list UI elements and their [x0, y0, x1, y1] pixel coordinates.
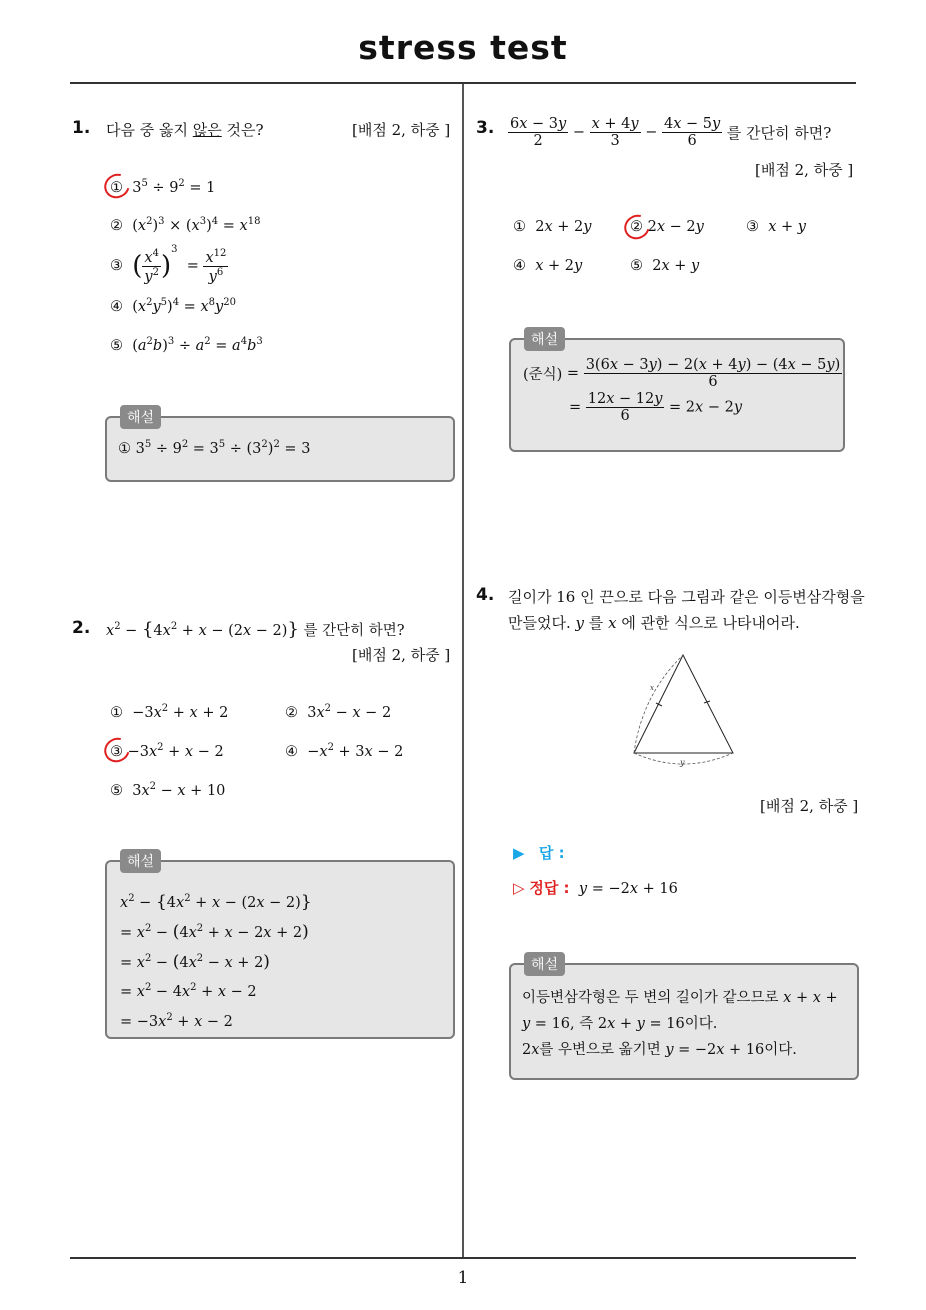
q1-score: [배점 2, 하중 ]: [352, 121, 451, 139]
q1-option-1[interactable]: ① $3^5 \div 9^2 = 1$: [110, 178, 215, 196]
q3-option-5[interactable]: ⑤ 2x + y: [630, 258, 700, 274]
q2-solution-tag: 해설: [120, 849, 161, 873]
q2-option-4[interactable]: ④ $-x^2 + 3x - 2$: [285, 742, 404, 760]
q2-solution-text: $x^2 - \{4x^2 + x - (2x - 2)\}$ = $x^2 - (4x^2 + x - 2x + 2)$ = $x^2 - (4x^2 - x + 2)$ = $x^2 - 4x^2 + x - 2$ = $-3x^2 + x - 2$: [120, 891, 312, 1031]
q2-text: $x^2 - \{4x^2 + x - (2x - 2)\}$ 를 간단히 하면?: [106, 619, 405, 640]
page-number: 1: [457, 1268, 469, 1288]
q1-number: 1.: [72, 118, 91, 138]
answer-circle-mark: [100, 169, 135, 203]
q3-score: [배점 2, 하중 ]: [755, 161, 854, 179]
q4-score: [배점 2, 하중 ]: [760, 797, 859, 815]
q4-answer-row: ▶ 답 :: [513, 844, 565, 862]
q2-number: 2.: [72, 618, 91, 638]
column-divider: [462, 84, 464, 1258]
q1-option-2[interactable]: ② $(x^2)^3 \times (x^3)^4 = x^{18}$: [110, 216, 261, 234]
isosceles-triangle-figure: [620, 645, 750, 770]
q1-text: 다음 중 옳지 않은 것은?: [106, 121, 264, 139]
label-y: y: [680, 758, 685, 767]
footer-rule: [70, 1257, 856, 1259]
q2-option-2[interactable]: ② $3x^2 - x - 2$: [285, 703, 392, 721]
q4-solution-text: 이등변삼각형은 두 변의 길이가 같으므로 x + x + y = 16, 즉 2x + y = 16이다. 2x를 우변으로 옮기면 y = −2x + 16이다.: [522, 990, 838, 1058]
q3-option-2[interactable]: ② 2x − 2y: [630, 219, 704, 235]
answer-circle-mark: [620, 210, 655, 244]
q4-correct-row: ▷ 정답 : y = −2x + 16: [513, 879, 678, 897]
answer-arrow-icon: ▶: [513, 844, 525, 862]
q3-solution-line-1: (준식) = $\frac{3(6x - 3y) - 2(x + 4y) - (4x - 5y)}{6}$: [523, 357, 841, 390]
q1-solution-tag: 해설: [120, 405, 161, 429]
q2-option-5[interactable]: ⑤ $3x^2 - x + 10$: [110, 781, 226, 799]
answer-circle-mark: [100, 733, 135, 767]
page-title: stress test: [358, 28, 568, 67]
q4-text-line-1: 길이가 16 인 끈으로 다음 그림과 같은 이등변삼각형을: [508, 588, 865, 606]
q2-score: [배점 2, 하중 ]: [352, 646, 451, 664]
q1-option-4[interactable]: ④ $(x^2y^5)^4 = x^8y^{20}$: [110, 297, 236, 315]
q3-solution-tag: 해설: [524, 327, 565, 351]
q2-option-1[interactable]: ① $-3x^2 + x + 2$: [110, 703, 229, 721]
label-x: x: [650, 684, 654, 692]
q2-option-3[interactable]: ③ $-3x^2 + x - 2$: [110, 742, 224, 760]
q1-option-5[interactable]: ⑤ $(a^2b)^3 \div a^2 = a^4b^3$: [110, 336, 263, 354]
q4-number: 4.: [476, 585, 495, 605]
triangle-shape: [634, 655, 733, 753]
q1-solution-text: ① $3^5 \div 9^2 = 3^5 \div (3^2)^2 = 3$: [118, 439, 311, 457]
q3-solution-line-2: = $\frac{12x - 12y}{6}$ = 2x − 2y: [569, 391, 743, 424]
q1-option-3[interactable]: ③ ( $\frac{x^4}{y^2}$ )$^3$ = $\frac{x^{12}}{y^6}$: [110, 244, 227, 285]
correct-arrow-icon: ▷: [513, 879, 525, 897]
q3-number: 3.: [476, 118, 495, 138]
q3-option-1[interactable]: ① 2x + 2y: [513, 219, 592, 235]
q3-text: $\frac{6x - 3y}{2}$ − $\frac{x + 4y}{3}$ − $\frac{4x - 5y}{6}$ 를 간단히 하면?: [510, 116, 832, 149]
q3-option-4[interactable]: ④ x + 2y: [513, 258, 583, 274]
q4-text-line-2: 만들었다. y 를 x 에 관한 식으로 나타내어라.: [508, 614, 800, 632]
q3-option-3[interactable]: ③ x + y: [746, 219, 806, 235]
q4-solution-tag: 해설: [524, 952, 565, 976]
